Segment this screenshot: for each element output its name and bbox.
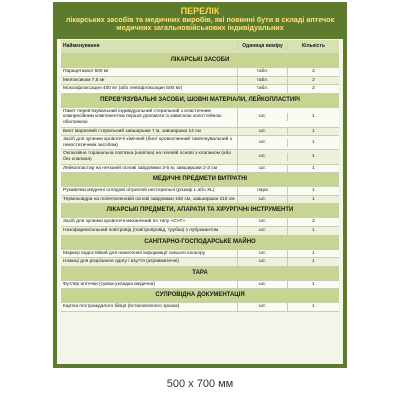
item-name: Назофарингіальний повітровід (повітропровід, трубка) з лубрикантом [61, 227, 238, 235]
item-qty: 1 [312, 154, 315, 160]
item-name: Ножиці для розрізання одягу і взуття (атравматичні) [61, 258, 238, 266]
item-qty: 2 [312, 86, 315, 92]
item-unit: шт. [238, 113, 288, 121]
item-unit: шт. [238, 303, 288, 311]
item-qty: 1 [312, 250, 315, 256]
table-row [61, 303, 339, 312]
table-row [61, 218, 339, 227]
item-unit: шт. [238, 281, 288, 289]
item-name: Засіб для зупинки кровотечі механічний по типу «CAT» [61, 218, 238, 226]
section-title: СУПРОВІДНА ДОКУМЕНТАЦІЯ [61, 289, 339, 303]
item-name: Рукавички медичні оглядові нітрилові нестерильні (розмір L або XL) [61, 187, 238, 195]
table-row [61, 150, 339, 164]
item-name: Футляр аптечки (сумка-укладка медична) [61, 281, 238, 289]
poster-body [57, 6, 343, 364]
column-header-unit: Одиниця виміру [238, 43, 288, 51]
item-unit: шт. [238, 258, 288, 266]
item-name: Пакет перев'язувальний індивідуальний стерильний з еластичним компресійним компонентом першої допомоги із зависною колоттейною оболонкою [61, 108, 238, 127]
item-qty: 1 [312, 227, 315, 233]
table-row [61, 250, 339, 259]
item-unit: табл. [238, 85, 288, 93]
poster-frame [53, 2, 347, 368]
section-title: ПЕРЕВ'ЯЗУВАЛЬНІ ЗАСОБИ, ШОВНІ МАТЕРІАЛИ, ЛЕЙКОПЛАСТИРІ [61, 94, 339, 108]
item-name: Парацетамол 500 мг [61, 68, 238, 76]
table-row [61, 108, 339, 128]
item-unit: шт. [238, 139, 288, 147]
column-header-name: Найменування [61, 43, 238, 51]
item-qty: 1 [312, 196, 315, 202]
table-row [61, 281, 339, 290]
section-title: ЛІКАРСЬКІ ПРЕДМЕТИ, АПАРАТИ ТА ХІРУРГІЧНІ ІНСТРУМЕНТИ [61, 204, 339, 218]
section-title: МЕДИЧНІ ПРЕДМЕТИ ВИТРАТНІ [61, 173, 339, 187]
table-row [61, 196, 339, 205]
table-row [61, 165, 339, 174]
item-name: Картка постраждалого бійця (встановленого зразка) [61, 303, 238, 311]
table-row [61, 187, 339, 196]
table-header-row [61, 40, 339, 54]
table-row [61, 128, 339, 137]
item-unit: шт. [238, 196, 288, 204]
item-qty: 2 [312, 77, 315, 83]
size-caption: 500 x 700 мм [166, 378, 234, 390]
table-row [61, 77, 339, 86]
item-name: Термоковдра на поліетиленовій основі завдовжки 160 см, завширшки 210 см [61, 196, 238, 204]
item-name: Бинт марлевий стерильний завширшки 7 м, завширшки 14 см [61, 128, 238, 136]
item-unit: пара [238, 187, 288, 195]
poster-subtitle: лікарських засобів та медичних виробів, які повинні бути в складі аптечок медичних загальновійськових індивідуальних [65, 15, 335, 32]
column-header-qty: Кількість [302, 42, 325, 49]
item-name: Маркер водостійкий для нанесення інформації синього кольору [61, 250, 238, 258]
item-name: Мелоксикам 7,5 мг [61, 77, 238, 85]
item-unit: шт. [238, 250, 288, 258]
table-row [61, 68, 339, 77]
item-unit: шт. [238, 153, 288, 161]
item-unit: табл. [238, 68, 288, 76]
item-qty: 1 [312, 128, 315, 134]
poster-title: ПЕРЕЛІК [180, 6, 220, 16]
table-row [61, 227, 339, 236]
item-name: Оклюзійна торакальна пов'язка (наліпка) на гелевій основі з клапаном (або без клапана) [61, 150, 238, 163]
item-qty: 1 [312, 114, 315, 120]
supplies-table [61, 40, 339, 312]
table-row [61, 136, 339, 150]
item-qty: 1 [312, 281, 315, 287]
item-unit: шт. [238, 227, 288, 235]
item-qty: 2 [312, 219, 315, 225]
item-unit: шт. [238, 128, 288, 136]
item-unit: шт. [238, 218, 288, 226]
item-unit: шт. [238, 165, 288, 173]
item-unit: табл. [238, 77, 288, 85]
section-title: ЛІКАРСЬКІ ЗАСОБИ [61, 54, 339, 68]
item-qty: 1 [312, 165, 315, 171]
section-title: ТАРА [61, 267, 339, 281]
item-qty: 1 [312, 259, 315, 265]
item-qty: 2 [312, 69, 315, 74]
item-name: Моксифлоксацин 400 мг (або левофлоксацин 500 мг) [61, 85, 238, 93]
poster-header [57, 6, 343, 39]
item-qty: 1 [312, 139, 315, 145]
item-qty: 1 [312, 304, 315, 310]
table-row [61, 85, 339, 94]
item-qty: 1 [312, 188, 315, 194]
section-title: САНІТАРНО-ГОСПОДАРСЬКЕ МАЙНО [61, 236, 339, 250]
table-row [61, 258, 339, 267]
item-name: Лейкопластир на нетканій основі завдовжки 3-5 м, завширшки 2-3 см [61, 165, 238, 173]
item-name: Засіб для зупинки кровотечі хімічний (бинт кровоспинний тампонувальний з гемостатичним засобом) [61, 136, 238, 149]
